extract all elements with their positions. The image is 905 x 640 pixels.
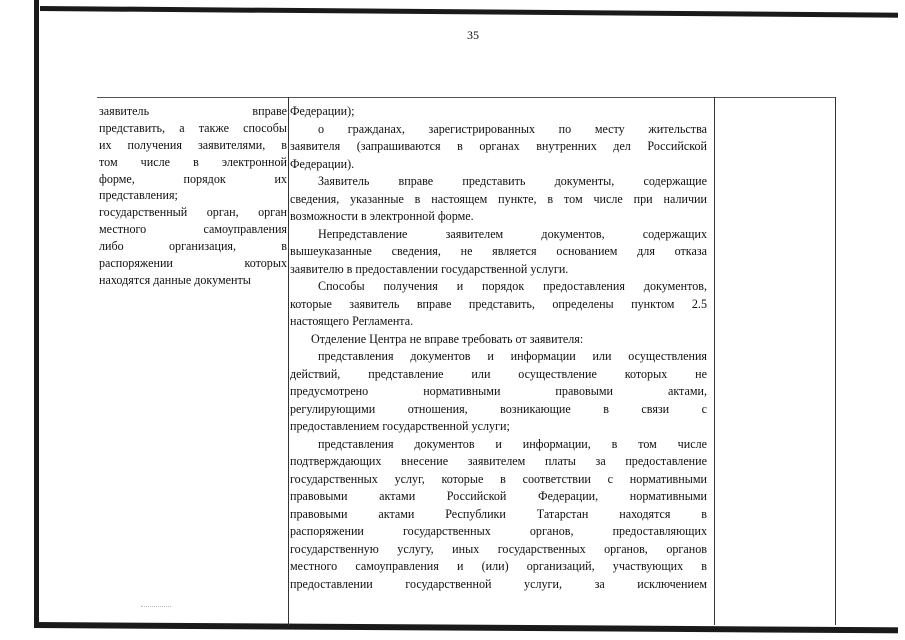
right-column-line: представления документов и информации или осуществления (318, 349, 707, 363)
right-column-line: государственную услугу, иных государственных органов, органов (290, 541, 707, 556)
right-column-line: распоряжении государственных органов, предоставляющих (290, 524, 707, 538)
left-column-line: форме, порядок их (99, 171, 287, 186)
column-divider-1 (288, 97, 289, 625)
left-column-line: том числе в электронной (99, 154, 287, 169)
scan-border-right (898, 8, 905, 640)
right-column-line: правовыми актами Республики Татарстан находятся в (290, 506, 707, 521)
right-column-cell (290, 103, 707, 593)
table-top-rule (97, 97, 836, 98)
left-column-line: государственный орган, орган (99, 205, 287, 220)
right-column-line: Способы получения и порядок предоставления документов, (318, 279, 707, 293)
left-column-cell (99, 103, 287, 289)
right-column-line: Отделение Центра не вправе требовать от заявителя: (311, 331, 584, 346)
right-column-line: правовыми актами Российской Федерации, нормативными (290, 489, 707, 503)
left-column-line: находятся данные документы (99, 272, 251, 287)
right-column-line: Непредставление заявителем документов, содержащих (318, 226, 707, 241)
left-column-line: распоряжении которых (99, 256, 287, 271)
left-column-line: либо организация, в (99, 239, 287, 254)
right-column-line: Федерации). (290, 156, 355, 171)
left-column-line: представить, а также способы (99, 120, 287, 135)
right-column-line: местного самоуправления и (или) организаций, участвующих в (290, 559, 707, 573)
right-column-line: Заявитель вправе представить документы, содержащие (318, 174, 707, 188)
right-column-line: вышеуказанные сведения, не является основанием для отказа (290, 244, 707, 258)
left-column-line: заявитель вправе (99, 104, 287, 118)
right-column-line: подтверждающих внесение заявителем платы за предоставление (290, 454, 707, 468)
right-column-line: предоставлением государственной услуги; (290, 419, 510, 433)
right-column-line: настоящего Регламента. (290, 314, 414, 328)
left-column-line: местного самоуправления (99, 222, 287, 237)
right-column-line: возможности в электронной форме. (290, 209, 474, 223)
left-column-line: представления; (99, 188, 178, 203)
right-column-line: сведения, указанные в настоящем пункте, в том числе при наличии (290, 191, 707, 206)
right-column-line: регулирующими отношения, возникающие в связи с (290, 401, 707, 416)
right-column-line: предоставлении государственной услуги, за исключением (290, 576, 707, 591)
scan-artifact-mark (141, 606, 171, 608)
right-column-line: действий, представление или осуществление которых не (290, 366, 707, 381)
left-column-line: их получения заявителями, в (99, 137, 287, 152)
scan-border-top (40, 6, 900, 18)
column-divider-3 (835, 97, 836, 625)
right-column-line: заявителя (запрашиваются в органах внутренних дел Российской (290, 139, 707, 153)
right-column-line: которые заявитель вправе представить, определены пунктом 2.5 (290, 296, 707, 311)
right-column-line: представления документов и информации, в том числе (318, 436, 707, 451)
column-divider-2 (714, 97, 715, 625)
right-column-line: заявителю в предоставлении государственной услуги. (290, 261, 569, 276)
right-column-line: о гражданах, зарегистрированных по месту жительства (318, 121, 707, 136)
scan-border-left (34, 0, 39, 628)
right-column-line: государственных услуг, которые в соответствии с нормативными (290, 471, 707, 486)
page-number: 35 (467, 28, 479, 42)
right-column-line: предусмотрено нормативными правовыми актами, (290, 384, 707, 398)
right-column-line: Федерации); (290, 104, 355, 118)
